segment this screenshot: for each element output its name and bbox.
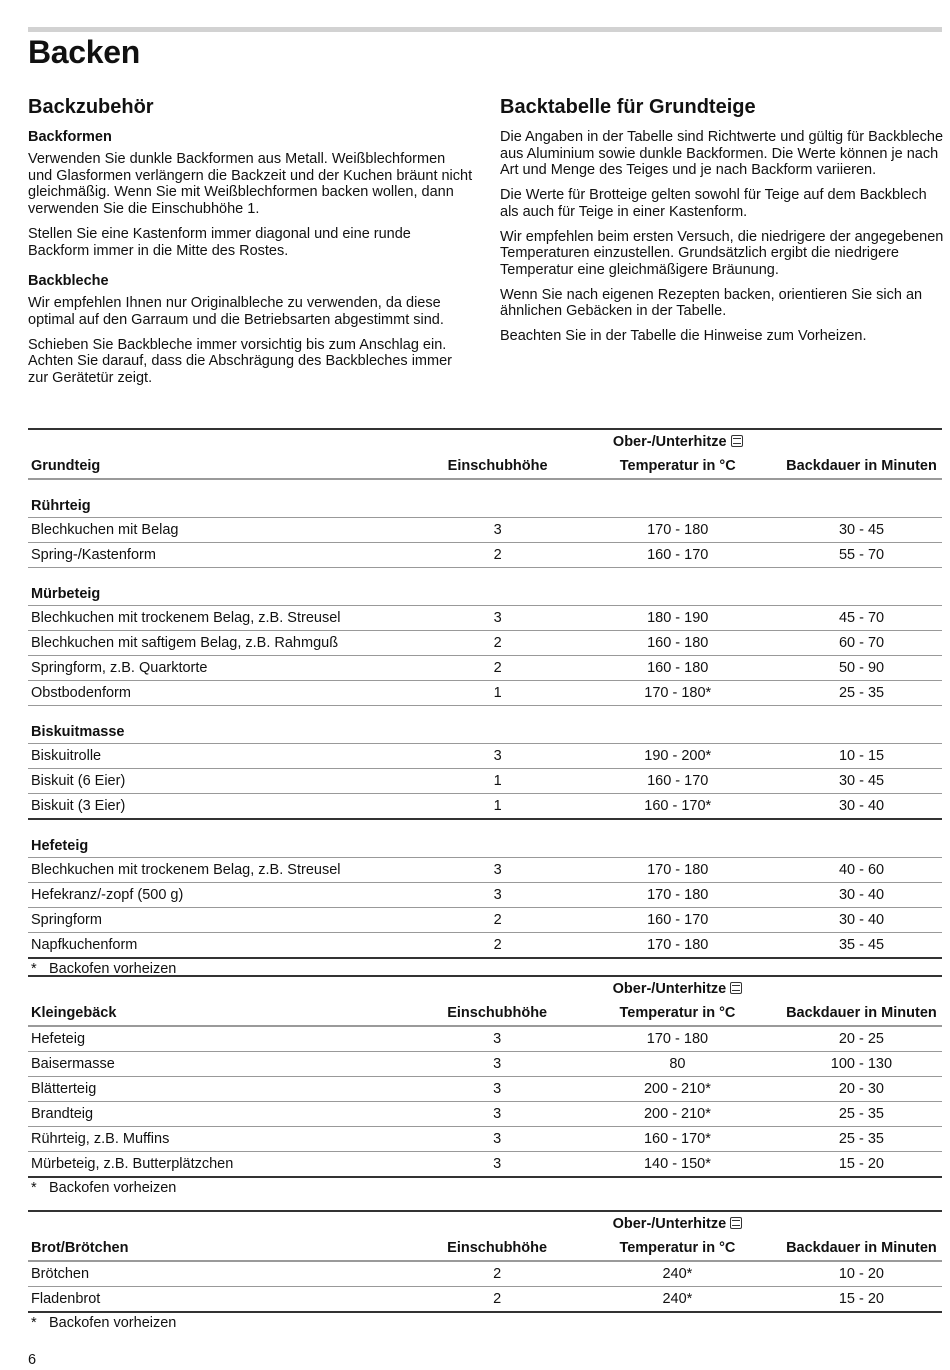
dough-name: Obstbodenform (28, 681, 421, 706)
table-row (28, 1261, 942, 1287)
column-header-temperature: Temperatur in °C (574, 1236, 781, 1261)
dough-name: Blechkuchen mit saftigem Belag, z.B. Rahmguß (28, 631, 421, 656)
shelf-level: 2 (421, 543, 575, 568)
group-label: Hefeteig (28, 819, 942, 858)
table-row (28, 606, 942, 631)
group-row (28, 568, 942, 606)
footnote (28, 1177, 942, 1202)
table-row (28, 1152, 942, 1178)
shelf-level: 2 (420, 1287, 574, 1313)
heating-mode-label: Ober-/Unterhitze (574, 1211, 781, 1236)
group-label: Biskuitmasse (28, 706, 942, 744)
heating-mode-label: Ober-/Unterhitze (574, 429, 781, 454)
dough-name: Springform (28, 908, 421, 933)
dough-name: Blechkuchen mit Belag (28, 518, 421, 543)
column-header-duration: Backdauer in Minuten (781, 1236, 942, 1261)
temperature-value: 240* (574, 1287, 781, 1313)
dough-name: Rührteig, z.B. Muffins (28, 1127, 420, 1152)
page-title: Backen (28, 34, 141, 70)
table-row (28, 744, 942, 769)
temperature-value: 160 - 170 (574, 769, 781, 794)
footnote-text: Backofen vorheizen (49, 961, 177, 977)
column-header-row (28, 1236, 942, 1261)
shelf-level: 3 (421, 858, 575, 883)
shelf-level: 2 (421, 933, 575, 959)
column-header-dough: Grundteig (28, 454, 421, 479)
duration-value: 60 - 70 (781, 631, 942, 656)
shelf-level: 3 (421, 883, 575, 908)
column-header-row (28, 454, 942, 479)
temperature-value: 160 - 170* (574, 1127, 781, 1152)
table-row (28, 794, 942, 820)
table-row (28, 543, 942, 568)
duration-value: 10 - 15 (781, 744, 942, 769)
table-row (28, 1026, 942, 1052)
subsection-heading: Backformen (28, 129, 112, 145)
dough-name: Fladenbrot (28, 1287, 420, 1313)
temperature-value: 160 - 180 (574, 631, 781, 656)
temperature-value: 170 - 180* (574, 681, 781, 706)
group-row (28, 479, 942, 518)
temperature-value: 180 - 190 (574, 606, 781, 631)
temperature-value: 170 - 180 (574, 858, 781, 883)
table-row (28, 518, 942, 543)
shelf-level: 3 (420, 1102, 574, 1127)
temperature-value: 240* (574, 1261, 781, 1287)
table-row (28, 681, 942, 706)
temperature-value: 160 - 170 (574, 543, 781, 568)
duration-value: 15 - 20 (781, 1287, 942, 1313)
temperature-value: 170 - 180 (574, 1026, 781, 1052)
accessories-section (28, 96, 473, 395)
duration-value: 30 - 40 (781, 883, 942, 908)
duration-value: 25 - 35 (781, 1127, 942, 1152)
paragraph: Verwenden Sie dunkle Backformen aus Metall. Weißblechformen und Glasformen verlängern die Backzeit und der Kuchen bräunt nicht gleichmäßig. Wenn Sie mit Weißblechformen backen wollen, dann verwenden Sie die Einschubhöhe 1. (28, 151, 473, 218)
table-row (28, 1077, 942, 1102)
table-row (28, 858, 942, 883)
column-header-row (28, 1001, 942, 1026)
dough-name: Baisermasse (28, 1052, 420, 1077)
shelf-level: 3 (420, 1127, 574, 1152)
dough-name: Blechkuchen mit trockenem Belag, z.B. Streusel (28, 858, 421, 883)
column-header-dough: Kleingebäck (28, 1001, 420, 1026)
dough-name: Mürbeteig, z.B. Butterplätzchen (28, 1152, 420, 1178)
paragraph: Beachten Sie in der Tabelle die Hinweise zum Vorheizen. (500, 328, 867, 345)
subsection-heading: Backbleche (28, 273, 109, 290)
duration-value: 20 - 30 (781, 1077, 942, 1102)
shelf-level: 3 (421, 518, 575, 543)
column-header-duration: Backdauer in Minuten (781, 454, 942, 479)
baking-table-brot (28, 1210, 942, 1337)
dough-name: Hefeteig (28, 1026, 420, 1052)
paragraph: Wir empfehlen Ihnen nur Originalbleche zu verwenden, da diese optimal auf den Garraum und die Betriebsarten abgestimmt sind. (28, 295, 444, 328)
dough-name: Brandteig (28, 1102, 420, 1127)
baking-table-intro (500, 96, 945, 353)
dough-name: Blätterteig (28, 1077, 420, 1102)
table-row (28, 908, 942, 933)
table-row (28, 656, 942, 681)
duration-value: 30 - 40 (781, 794, 942, 820)
dough-name: Spring-/Kastenform (28, 543, 421, 568)
temperature-value: 200 - 210* (574, 1077, 781, 1102)
column-header-level: Einschubhöhe (421, 454, 575, 479)
table-row (28, 1052, 942, 1077)
mode-header-row (28, 429, 942, 454)
paragraph: Stellen Sie eine Kastenform immer diagonal und eine runde Backform immer in die Mitte des Rostes. (28, 225, 411, 259)
duration-value: 50 - 90 (781, 656, 942, 681)
column-header-level: Einschubhöhe (420, 1001, 574, 1026)
shelf-level: 2 (420, 1261, 574, 1287)
duration-value: 25 - 35 (781, 681, 942, 706)
table-row (28, 1127, 942, 1152)
footnote-row (28, 1312, 942, 1337)
top-bottom-heat-icon (730, 1217, 742, 1229)
header-rule (28, 27, 942, 32)
dough-name: Biskuit (3 Eier) (28, 794, 421, 820)
temperature-value: 200 - 210* (574, 1102, 781, 1127)
baking-table-kleingebaeck (28, 975, 942, 1202)
shelf-level: 1 (421, 794, 575, 820)
shelf-level: 3 (420, 1152, 574, 1178)
shelf-level: 2 (421, 908, 575, 933)
paragraph: Wenn Sie nach eigenen Rezepten backen, orientieren Sie sich an ähnlichen Gebäcken in der Tabelle. (500, 286, 923, 320)
duration-value: 40 - 60 (781, 858, 942, 883)
duration-value: 10 - 20 (781, 1261, 942, 1287)
dough-name: Brötchen (28, 1261, 420, 1287)
page-number: 6 (28, 1352, 37, 1368)
baking-table-grundteig (28, 428, 942, 983)
paragraph: Die Werte für Brotteige gelten sowohl für Teige auf dem Backblech als auch für Teige in einer Kastenform. (500, 187, 927, 220)
shelf-level: 3 (421, 606, 575, 631)
temperature-value: 170 - 180 (574, 518, 781, 543)
top-bottom-heat-icon (731, 435, 743, 447)
mode-header-row (28, 976, 942, 1001)
shelf-level: 3 (420, 1052, 574, 1077)
table-row (28, 883, 942, 908)
dough-name: Napfkuchenform (28, 933, 421, 959)
table-row (28, 769, 942, 794)
column-header-level: Einschubhöhe (420, 1236, 574, 1261)
duration-value: 30 - 45 (781, 769, 942, 794)
duration-value: 35 - 45 (781, 933, 942, 959)
duration-value: 20 - 25 (781, 1026, 942, 1052)
table-row (28, 1287, 942, 1313)
footnote-text: Backofen vorheizen (49, 1315, 177, 1331)
duration-value: 30 - 40 (781, 908, 942, 933)
temperature-value: 80 (574, 1052, 781, 1077)
shelf-level: 3 (420, 1026, 574, 1052)
column-header-dough: Brot/Brötchen (28, 1236, 420, 1261)
shelf-level: 2 (421, 656, 575, 681)
paragraph: Schieben Sie Backbleche immer vorsichtig bis zum Anschlag ein. Achten Sie darauf, dass die Abschrägung des Backbleches immer zur Gerätetür zeigt. (28, 336, 452, 387)
section-heading: Backtabelle für Grundteige (500, 96, 756, 118)
paragraph: Wir empfehlen beim ersten Versuch, die niedrigere der angegebenen Temperaturen einzustellen. Grundsätzlich ergibt die niedrigere Temperatur eine gleichmäßigere Bräunung. (500, 228, 944, 278)
temperature-value: 190 - 200* (574, 744, 781, 769)
duration-value: 100 - 130 (781, 1052, 942, 1077)
footnote-mark: * (31, 961, 37, 977)
footnote-row (28, 1177, 942, 1202)
footnote (28, 1312, 942, 1337)
paragraph: Die Angaben in der Tabelle sind Richtwerte und gültig für Backbleche aus Aluminium sowie dunkle Backformen. Die Werte können je nach Art und Menge des Teiges und je nach Backform variieren. (500, 129, 944, 179)
dough-name: Springform, z.B. Quarktorte (28, 656, 421, 681)
temperature-value: 160 - 170* (574, 794, 781, 820)
footnote-mark: * (31, 1180, 37, 1196)
table-row (28, 933, 942, 959)
column-header-temperature: Temperatur in °C (574, 454, 781, 479)
group-row (28, 706, 942, 744)
section-heading: Backzubehör (28, 96, 154, 118)
heating-mode-label: Ober-/Unterhitze (574, 976, 781, 1001)
duration-value: 30 - 45 (781, 518, 942, 543)
column-header-temperature: Temperatur in °C (574, 1001, 781, 1026)
temperature-value: 170 - 180 (574, 883, 781, 908)
table-row (28, 631, 942, 656)
top-bottom-heat-icon (730, 982, 742, 994)
dough-name: Blechkuchen mit trockenem Belag, z.B. Streusel (28, 606, 421, 631)
shelf-level: 2 (421, 631, 575, 656)
group-label: Mürbeteig (28, 568, 942, 606)
temperature-value: 170 - 180 (574, 933, 781, 959)
shelf-level: 3 (421, 744, 575, 769)
temperature-value: 160 - 180 (574, 656, 781, 681)
group-row (28, 819, 942, 858)
footnote-text: Backofen vorheizen (49, 1180, 177, 1196)
column-header-duration: Backdauer in Minuten (781, 1001, 942, 1026)
temperature-value: 160 - 170 (574, 908, 781, 933)
table-row (28, 1102, 942, 1127)
dough-name: Biskuitrolle (28, 744, 421, 769)
shelf-level: 3 (420, 1077, 574, 1102)
dough-name: Biskuit (6 Eier) (28, 769, 421, 794)
footnote-mark: * (31, 1315, 37, 1331)
duration-value: 25 - 35 (781, 1102, 942, 1127)
temperature-value: 140 - 150* (574, 1152, 781, 1178)
dough-name: Hefekranz/-zopf (500 g) (28, 883, 421, 908)
duration-value: 15 - 20 (781, 1152, 942, 1178)
mode-header-row (28, 1211, 942, 1236)
group-label: Rührteig (28, 479, 942, 518)
shelf-level: 1 (421, 769, 575, 794)
duration-value: 45 - 70 (781, 606, 942, 631)
shelf-level: 1 (421, 681, 575, 706)
duration-value: 55 - 70 (781, 543, 942, 568)
